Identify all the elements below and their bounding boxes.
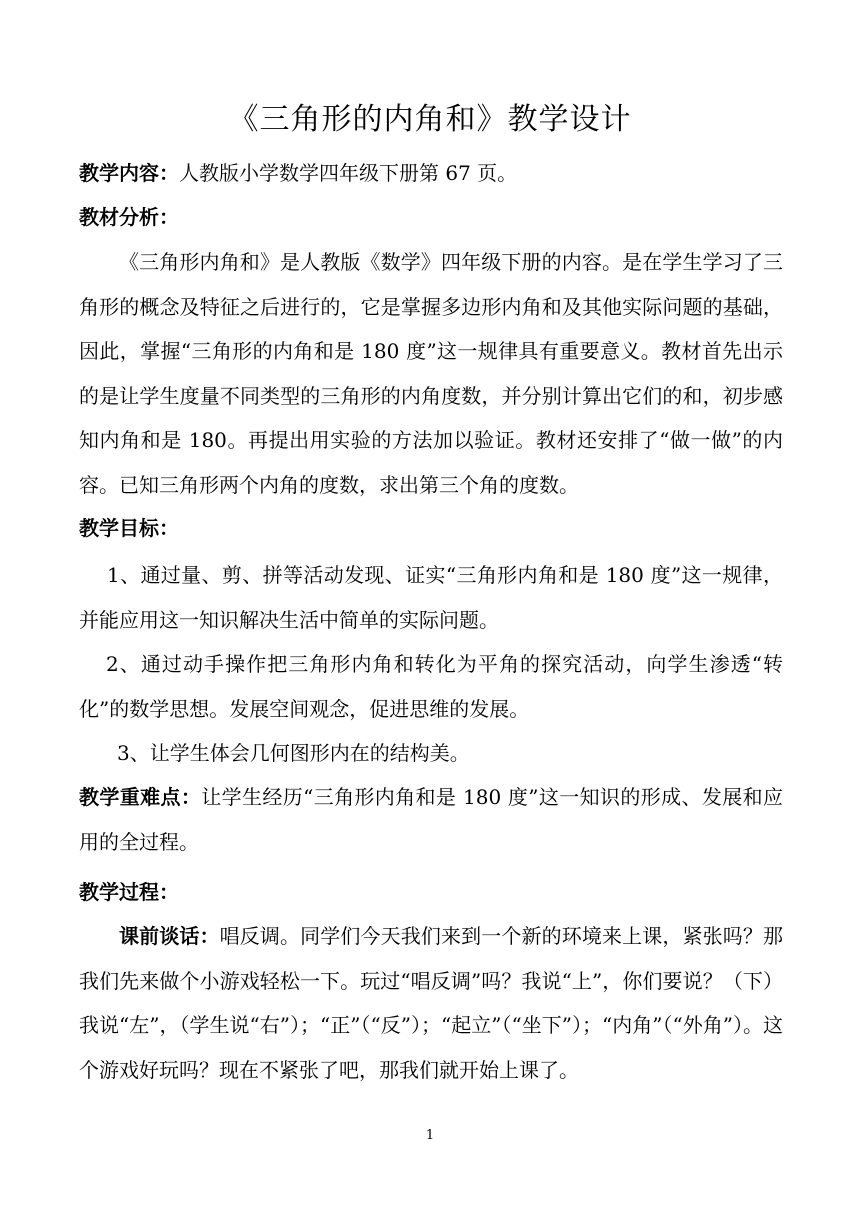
goal-item-1: 1、通过量、剪、拼等活动发现、证实“三角形内角和是 180 度”这一规律，并能应用这一知识解决生活中简单的实际问题。 — [79, 563, 783, 632]
content-section — [79, 158, 783, 188]
content-label: 教学内容： — [79, 161, 179, 185]
intro-text: 唱反调。同学们今天我们来到一个新的环境来上课，紧张吗？那我们先来做个小游戏轻松一下。玩过“唱反调”吗？我说“上”，你们要说？（下）我说“左”，（学生说“右”）；“正”（“反”）；“起立”（“坐下”）；“内角”（“外角”）。这个游戏好玩吗？现在不紧张了吧，那我们就开始上课了。 — [79, 924, 783, 1082]
goals-label: 教学目标： — [79, 516, 179, 540]
intro-section — [79, 914, 783, 1092]
key-points-label: 教学重难点： — [79, 785, 202, 809]
intro-label: 课前谈话： — [119, 924, 220, 948]
goal-item-2: 2、通过动手操作把三角形内角和转化为平角的探究活动，向学生渗透“转化”的数学思想。发展空间观念，促进思维的发展。 — [79, 652, 783, 721]
analysis-paragraph: 《三角形内角和》是人教版《数学》四年级下册的内容。是在学生学习了三角形的概念及特征之后进行的，它是掌握多边形内角和及其他实际问题的基础，因此，掌握“三角形的内角和是 180 度”这一规律具有重要意义。教材首先出示的是让学生度量不同类型的三角形的内角度数，并分别计算出它们的和，初步感知内角和是 180。再提出用实验的方法加以验证。教材还安排了“做一做”的内容。已知三角形两个内角的度数，求出第三个角的度数。 — [79, 250, 783, 497]
content-text: 人教版小学数学四年级下册第 67 页。 — [179, 161, 518, 185]
key-points-text: 让学生经历“三角形内角和是 180 度”这一知识的形成、发展和应用的全过程。 — [79, 785, 783, 854]
page-number: 1 — [425, 1128, 435, 1143]
goal-item-3: 3、让学生体会几何图形内在的结构美。 — [117, 741, 470, 765]
document-title: 《三角形的内角和》教学设计 — [228, 102, 632, 137]
process-label: 教学过程： — [79, 880, 179, 904]
analysis-label: 教材分析： — [79, 205, 179, 229]
key-points-section — [79, 775, 783, 864]
